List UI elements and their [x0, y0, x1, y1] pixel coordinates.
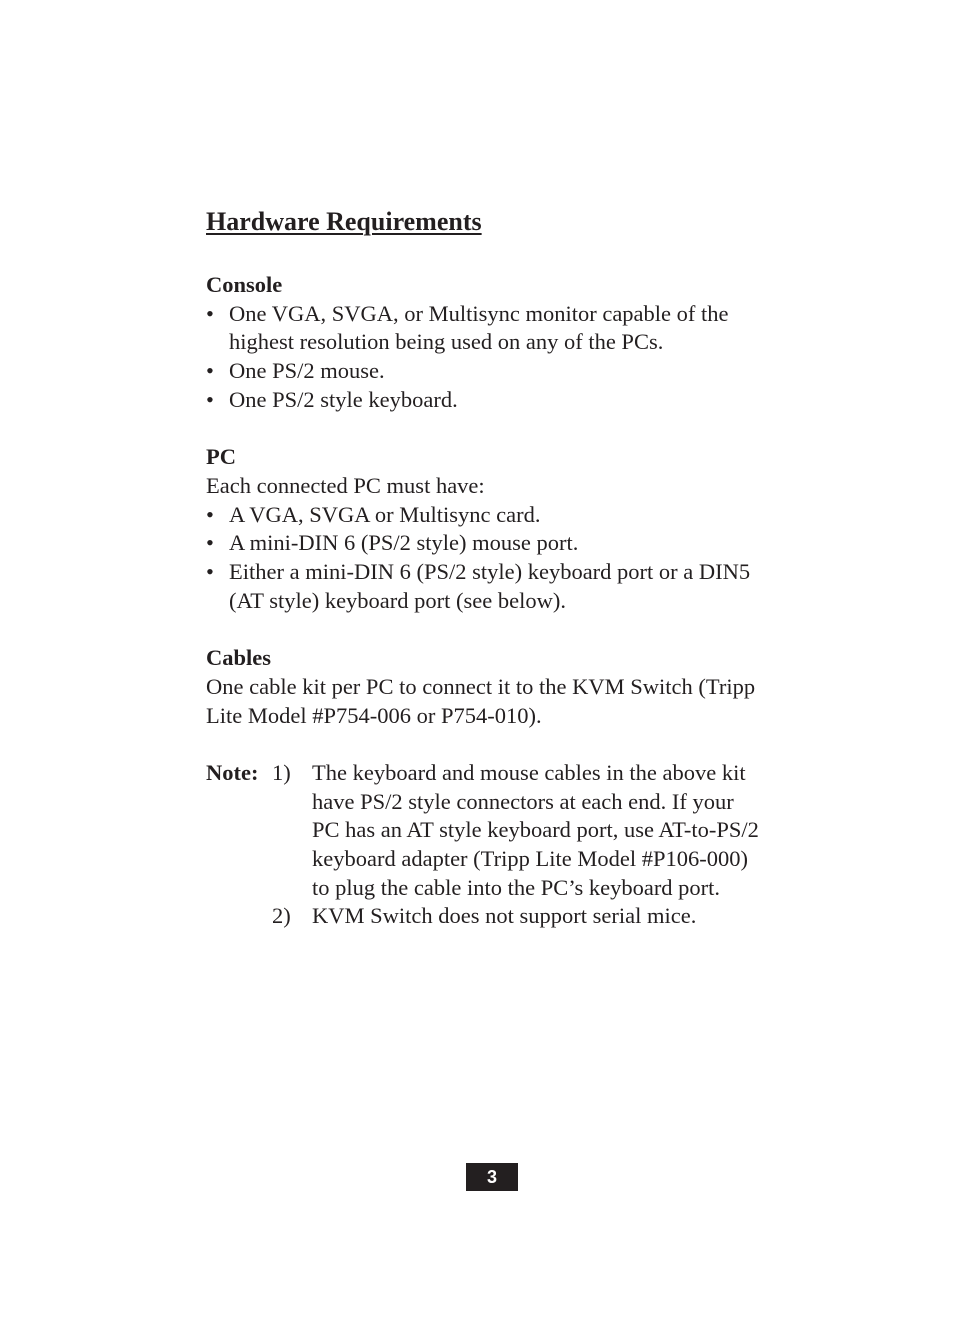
list-item: [206, 529, 766, 558]
console-list: [206, 300, 766, 415]
list-item-text: One PS/2 mouse.: [229, 358, 385, 384]
note-label: Note:: [206, 759, 259, 785]
bullet-icon: •: [206, 358, 214, 384]
cables-text: One cable kit per PC to connect it to the KVM Switch (Tripp Lite Model #P754-006 or P754-010).: [206, 673, 756, 728]
note-text: KVM Switch does not support serial mice.: [312, 903, 697, 929]
pc-section: [206, 443, 766, 615]
bullet-icon: •: [206, 300, 214, 326]
note-block: [206, 759, 766, 931]
list-item: [206, 300, 766, 357]
pc-heading: PC: [206, 444, 236, 470]
console-section: [206, 271, 766, 415]
page-number: 3: [466, 1163, 518, 1191]
note-number: 2): [272, 903, 291, 929]
bullet-icon: •: [206, 530, 214, 556]
list-item-text: One PS/2 style keyboard.: [229, 386, 458, 412]
bullet-icon: •: [206, 386, 214, 412]
list-item: [206, 357, 766, 386]
bullet-icon: •: [206, 501, 214, 527]
list-item-text: A VGA, SVGA or Multisync card.: [229, 501, 541, 527]
console-heading: Console: [206, 272, 283, 297]
note-item: [206, 902, 766, 931]
list-item: [206, 558, 766, 615]
page-content: [206, 204, 766, 931]
list-item: [206, 386, 766, 415]
list-item-text: One VGA, SVGA, or Multisync monitor capable of the highest resolution being used on any of the PCs.: [229, 300, 729, 355]
cables-section: [206, 644, 766, 730]
note-number: 1): [272, 759, 291, 785]
pc-list: [206, 501, 766, 616]
note-text: The keyboard and mouse cables in the above kit have PS/2 style connectors at each end. If your PC has an AT style keyboard port, use AT-to-PS/2 keyboard adapter (Tripp Lite Model #P106-000) to plug the cable into the PC’s keyboard port.: [312, 759, 759, 900]
list-item: [206, 501, 766, 530]
list-item-text: Either a mini-DIN 6 (PS/2 style) keyboard port or a DIN5 (AT style) keyboard port (see below).: [229, 559, 751, 613]
list-item-text: A mini-DIN 6 (PS/2 style) mouse port.: [229, 530, 579, 556]
bullet-icon: •: [206, 559, 214, 585]
pc-intro: Each connected PC must have:: [206, 472, 485, 498]
cables-heading: Cables: [206, 645, 272, 671]
note-item: [206, 759, 766, 903]
page-title: Hardware Requirements: [206, 207, 482, 236]
